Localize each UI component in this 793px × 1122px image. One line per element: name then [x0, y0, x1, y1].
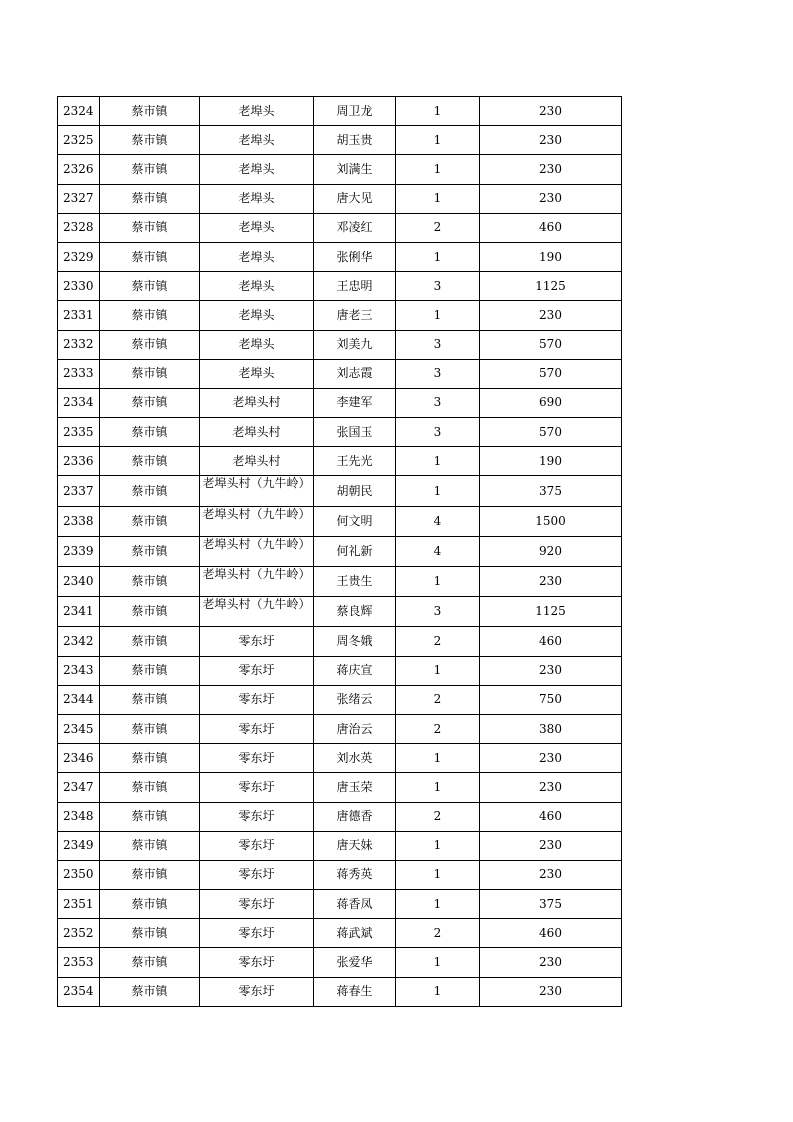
- table-row: [58, 977, 622, 1006]
- cell-town: 蔡市镇: [100, 744, 200, 773]
- cell-village-text: 老埠头村（九牛岭）: [202, 477, 311, 491]
- cell-people-count: 3: [396, 597, 480, 627]
- table-row: [58, 213, 622, 242]
- table-row: [58, 126, 622, 155]
- cell-town: 蔡市镇: [100, 890, 200, 919]
- cell-village: 零东圩: [200, 714, 314, 743]
- cell-village: 零东圩: [200, 744, 314, 773]
- cell-id: 2347: [58, 773, 100, 802]
- cell-amount: 230: [480, 773, 622, 802]
- cell-people-count: 2: [396, 627, 480, 656]
- cell-town: 蔡市镇: [100, 242, 200, 271]
- cell-id: 2324: [58, 97, 100, 126]
- table-row: [58, 506, 622, 536]
- cell-name: 唐大见: [314, 184, 396, 213]
- cell-id: 2352: [58, 919, 100, 948]
- cell-amount: 750: [480, 685, 622, 714]
- cell-amount: 460: [480, 213, 622, 242]
- cell-village: 零东圩: [200, 773, 314, 802]
- cell-amount: 460: [480, 919, 622, 948]
- cell-village: 零东圩: [200, 802, 314, 831]
- table-row: [58, 184, 622, 213]
- cell-amount: 230: [480, 948, 622, 977]
- cell-id: 2333: [58, 359, 100, 388]
- table-row: [58, 388, 622, 417]
- cell-amount: 570: [480, 330, 622, 359]
- cell-amount: 230: [480, 744, 622, 773]
- cell-village: 老埠头: [200, 184, 314, 213]
- table-row: [58, 301, 622, 330]
- cell-name: 张俐华: [314, 242, 396, 271]
- cell-name: 胡朝民: [314, 476, 396, 506]
- table-row: [58, 567, 622, 597]
- cell-name: 蒋秀英: [314, 860, 396, 889]
- cell-amount: 230: [480, 860, 622, 889]
- cell-name: 邓凌红: [314, 213, 396, 242]
- cell-amount: 920: [480, 536, 622, 566]
- cell-town: 蔡市镇: [100, 802, 200, 831]
- cell-name: 李建军: [314, 388, 396, 417]
- cell-amount: 375: [480, 476, 622, 506]
- cell-id: 2343: [58, 656, 100, 685]
- cell-amount: 230: [480, 567, 622, 597]
- cell-id: 2354: [58, 977, 100, 1006]
- cell-town: 蔡市镇: [100, 476, 200, 506]
- cell-town: 蔡市镇: [100, 330, 200, 359]
- cell-amount: 190: [480, 447, 622, 476]
- cell-name: 王忠明: [314, 272, 396, 301]
- cell-town: 蔡市镇: [100, 126, 200, 155]
- cell-id: 2350: [58, 860, 100, 889]
- table-row: [58, 272, 622, 301]
- cell-village: 老埠头: [200, 242, 314, 271]
- cell-village: 零东圩: [200, 656, 314, 685]
- cell-people-count: 1: [396, 476, 480, 506]
- cell-town: 蔡市镇: [100, 359, 200, 388]
- cell-village: [200, 597, 314, 627]
- cell-amount: 1125: [480, 597, 622, 627]
- cell-people-count: 1: [396, 242, 480, 271]
- cell-id: 2328: [58, 213, 100, 242]
- table-row: [58, 536, 622, 566]
- cell-people-count: 1: [396, 831, 480, 860]
- cell-name: 周卫龙: [314, 97, 396, 126]
- cell-id: 2330: [58, 272, 100, 301]
- table-row: [58, 860, 622, 889]
- cell-name: 唐玉荣: [314, 773, 396, 802]
- cell-people-count: 3: [396, 330, 480, 359]
- cell-id: 2335: [58, 418, 100, 447]
- cell-amount: 230: [480, 831, 622, 860]
- cell-village: [200, 476, 314, 506]
- cell-name: 唐德香: [314, 802, 396, 831]
- cell-name: 刘美九: [314, 330, 396, 359]
- cell-name: 蒋武斌: [314, 919, 396, 948]
- cell-town: 蔡市镇: [100, 948, 200, 977]
- cell-id: 2346: [58, 744, 100, 773]
- cell-town: 蔡市镇: [100, 831, 200, 860]
- table-row: [58, 476, 622, 506]
- cell-id: 2325: [58, 126, 100, 155]
- cell-village: 老埠头: [200, 359, 314, 388]
- cell-village: 老埠头村: [200, 447, 314, 476]
- cell-name: 蒋春生: [314, 977, 396, 1006]
- table-row: [58, 773, 622, 802]
- cell-town: 蔡市镇: [100, 506, 200, 536]
- cell-town: 蔡市镇: [100, 977, 200, 1006]
- cell-town: 蔡市镇: [100, 860, 200, 889]
- cell-village: 零东圩: [200, 860, 314, 889]
- cell-village: 老埠头: [200, 272, 314, 301]
- cell-amount: 380: [480, 714, 622, 743]
- cell-people-count: 2: [396, 919, 480, 948]
- cell-id: 2348: [58, 802, 100, 831]
- cell-people-count: 3: [396, 359, 480, 388]
- cell-village: [200, 536, 314, 566]
- cell-village: 零东圩: [200, 890, 314, 919]
- cell-village: 老埠头: [200, 330, 314, 359]
- cell-id: 2329: [58, 242, 100, 271]
- cell-town: 蔡市镇: [100, 536, 200, 566]
- table-row: [58, 418, 622, 447]
- cell-amount: 230: [480, 126, 622, 155]
- cell-people-count: 1: [396, 155, 480, 184]
- cell-name: 刘水英: [314, 744, 396, 773]
- cell-people-count: 1: [396, 860, 480, 889]
- cell-name: 何文明: [314, 506, 396, 536]
- cell-id: 2342: [58, 627, 100, 656]
- cell-village: 老埠头: [200, 126, 314, 155]
- cell-people-count: 3: [396, 272, 480, 301]
- cell-amount: 230: [480, 184, 622, 213]
- cell-id: 2327: [58, 184, 100, 213]
- table-row: [58, 97, 622, 126]
- cell-people-count: 1: [396, 773, 480, 802]
- cell-people-count: 1: [396, 567, 480, 597]
- cell-name: 王先光: [314, 447, 396, 476]
- table-row: [58, 948, 622, 977]
- cell-village: 零东圩: [200, 948, 314, 977]
- cell-town: 蔡市镇: [100, 184, 200, 213]
- cell-town: 蔡市镇: [100, 597, 200, 627]
- table-row: [58, 919, 622, 948]
- cell-people-count: 4: [396, 536, 480, 566]
- cell-id: 2332: [58, 330, 100, 359]
- cell-people-count: 1: [396, 977, 480, 1006]
- cell-village: 零东圩: [200, 977, 314, 1006]
- table-row: [58, 831, 622, 860]
- table-row: [58, 890, 622, 919]
- cell-id: 2334: [58, 388, 100, 417]
- cell-name: 张国玉: [314, 418, 396, 447]
- cell-village: 零东圩: [200, 919, 314, 948]
- table-row: [58, 359, 622, 388]
- cell-name: 胡玉贵: [314, 126, 396, 155]
- cell-id: 2351: [58, 890, 100, 919]
- cell-town: 蔡市镇: [100, 567, 200, 597]
- cell-people-count: 1: [396, 301, 480, 330]
- cell-id: 2338: [58, 506, 100, 536]
- cell-amount: 190: [480, 242, 622, 271]
- cell-name: 张绪云: [314, 685, 396, 714]
- cell-village-text: 老埠头村（九牛岭）: [202, 568, 311, 581]
- cell-amount: 690: [480, 388, 622, 417]
- cell-town: 蔡市镇: [100, 97, 200, 126]
- cell-town: 蔡市镇: [100, 714, 200, 743]
- cell-name: 周冬娥: [314, 627, 396, 656]
- cell-id: 2345: [58, 714, 100, 743]
- cell-name: 张爱华: [314, 948, 396, 977]
- cell-amount: 460: [480, 802, 622, 831]
- cell-id: 2349: [58, 831, 100, 860]
- cell-id: 2344: [58, 685, 100, 714]
- cell-amount: 570: [480, 359, 622, 388]
- table-row: [58, 330, 622, 359]
- cell-town: 蔡市镇: [100, 627, 200, 656]
- cell-town: 蔡市镇: [100, 301, 200, 330]
- cell-people-count: 1: [396, 656, 480, 685]
- cell-people-count: 1: [396, 447, 480, 476]
- cell-amount: 375: [480, 890, 622, 919]
- cell-amount: 230: [480, 155, 622, 184]
- cell-village-text: 老埠头村（九牛岭）: [202, 537, 311, 551]
- cell-town: 蔡市镇: [100, 685, 200, 714]
- cell-village: 老埠头: [200, 155, 314, 184]
- cell-name: 唐天妹: [314, 831, 396, 860]
- table-row: [58, 155, 622, 184]
- table-row: [58, 802, 622, 831]
- cell-people-count: 2: [396, 213, 480, 242]
- cell-people-count: 4: [396, 506, 480, 536]
- table-row: [58, 656, 622, 685]
- cell-village: 老埠头: [200, 97, 314, 126]
- cell-town: 蔡市镇: [100, 272, 200, 301]
- cell-amount: 460: [480, 627, 622, 656]
- cell-name: 唐老三: [314, 301, 396, 330]
- cell-people-count: 3: [396, 388, 480, 417]
- cell-people-count: 1: [396, 126, 480, 155]
- cell-id: 2331: [58, 301, 100, 330]
- cell-village: 老埠头: [200, 213, 314, 242]
- cell-name: 何礼新: [314, 536, 396, 566]
- cell-id: 2339: [58, 536, 100, 566]
- cell-name: 王贵生: [314, 567, 396, 597]
- cell-village-text: 老埠头村（九牛岭）: [202, 598, 311, 612]
- cell-town: 蔡市镇: [100, 773, 200, 802]
- cell-village: 老埠头村: [200, 388, 314, 417]
- cell-id: 2337: [58, 476, 100, 506]
- cell-people-count: 3: [396, 418, 480, 447]
- cell-name: 蒋庆宣: [314, 656, 396, 685]
- cell-village: 零东圩: [200, 831, 314, 860]
- cell-town: 蔡市镇: [100, 447, 200, 476]
- cell-amount: 1125: [480, 272, 622, 301]
- cell-name: 蒋香凤: [314, 890, 396, 919]
- cell-amount: 570: [480, 418, 622, 447]
- table-row: [58, 597, 622, 627]
- cell-town: 蔡市镇: [100, 155, 200, 184]
- cell-people-count: 1: [396, 948, 480, 977]
- cell-people-count: 1: [396, 744, 480, 773]
- table-body: [58, 97, 622, 1007]
- cell-village: 零东圩: [200, 627, 314, 656]
- cell-id: 2353: [58, 948, 100, 977]
- cell-amount: 230: [480, 97, 622, 126]
- cell-town: 蔡市镇: [100, 919, 200, 948]
- cell-people-count: 1: [396, 890, 480, 919]
- cell-id: 2336: [58, 447, 100, 476]
- data-table: [57, 96, 622, 1007]
- cell-village-text: 老埠头村（九牛岭）: [202, 507, 311, 521]
- table-row: [58, 242, 622, 271]
- cell-village: 零东圩: [200, 685, 314, 714]
- cell-people-count: 1: [396, 184, 480, 213]
- cell-name: 刘志霞: [314, 359, 396, 388]
- cell-village: 老埠头村: [200, 418, 314, 447]
- cell-town: 蔡市镇: [100, 418, 200, 447]
- cell-people-count: 1: [396, 97, 480, 126]
- table-row: [58, 714, 622, 743]
- cell-people-count: 2: [396, 714, 480, 743]
- cell-town: 蔡市镇: [100, 656, 200, 685]
- cell-name: 刘满生: [314, 155, 396, 184]
- table-row: [58, 744, 622, 773]
- cell-village: [200, 567, 314, 597]
- cell-name: 蔡良辉: [314, 597, 396, 627]
- cell-village: 老埠头: [200, 301, 314, 330]
- cell-id: 2341: [58, 597, 100, 627]
- cell-name: 唐治云: [314, 714, 396, 743]
- cell-town: 蔡市镇: [100, 213, 200, 242]
- cell-amount: 230: [480, 656, 622, 685]
- cell-amount: 230: [480, 301, 622, 330]
- cell-amount: 1500: [480, 506, 622, 536]
- table-row: [58, 447, 622, 476]
- cell-people-count: 2: [396, 802, 480, 831]
- table-row: [58, 627, 622, 656]
- cell-id: 2340: [58, 567, 100, 597]
- table-row: [58, 685, 622, 714]
- cell-amount: 230: [480, 977, 622, 1006]
- cell-people-count: 2: [396, 685, 480, 714]
- cell-town: 蔡市镇: [100, 388, 200, 417]
- cell-id: 2326: [58, 155, 100, 184]
- cell-village: [200, 506, 314, 536]
